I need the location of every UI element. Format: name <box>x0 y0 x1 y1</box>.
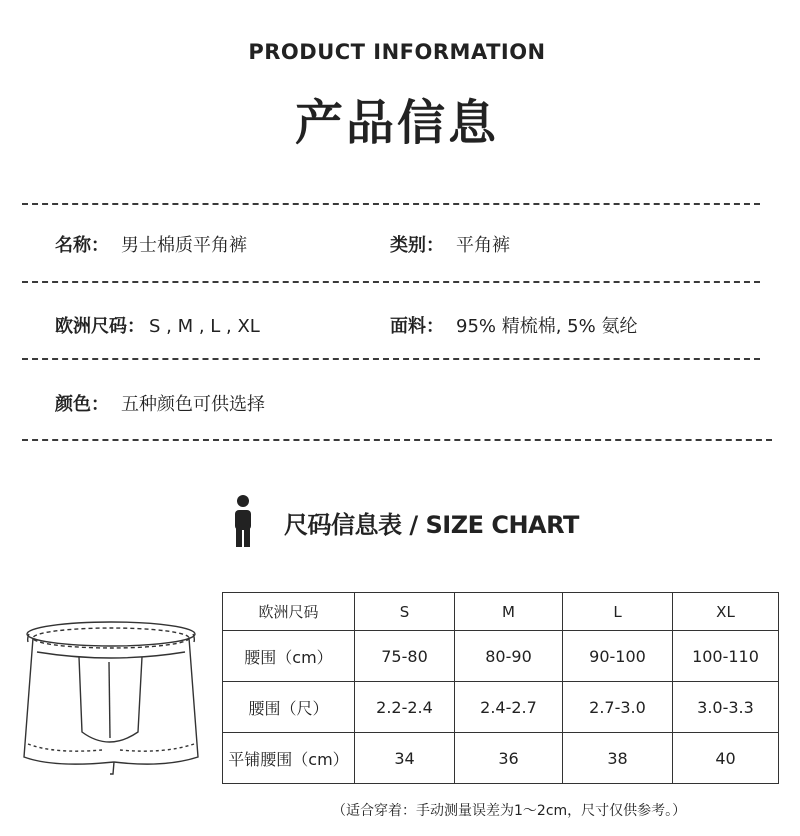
size-chart-table <box>222 592 779 784</box>
info-color <box>55 390 265 416</box>
table-header-row <box>223 593 779 631</box>
table-cell: 36 <box>455 733 563 784</box>
header-cell: L <box>563 593 673 631</box>
info-name <box>55 231 247 257</box>
divider <box>22 439 772 441</box>
size-chart-heading: 尺码信息表 / SIZE CHART <box>284 511 579 539</box>
header-cell: XL <box>673 593 779 631</box>
table-cell: 38 <box>563 733 673 784</box>
chinese-title: 产品信息 <box>294 95 499 151</box>
row-label: 平铺腰围（cm） <box>223 733 355 784</box>
header-cell: 欧洲尺码 <box>223 593 355 631</box>
name-label: 名称： <box>55 235 109 256</box>
table-cell: 2.2-2.4 <box>355 682 455 733</box>
table-cell: 2.4-2.7 <box>455 682 563 733</box>
divider <box>22 358 760 360</box>
color-label: 颜色： <box>55 394 109 415</box>
color-value: 五种颜色可供选择 <box>121 394 265 415</box>
divider <box>22 203 760 205</box>
info-size <box>55 312 260 338</box>
table-cell: 100-110 <box>673 631 779 682</box>
header-cell: M <box>455 593 563 631</box>
row-label: 腰围（尺） <box>223 682 355 733</box>
table-cell: 40 <box>673 733 779 784</box>
table-cell: 75-80 <box>355 631 455 682</box>
table-cell: 80-90 <box>455 631 563 682</box>
category-label: 类别： <box>390 235 444 256</box>
info-fabric <box>390 312 637 338</box>
table-cell: 3.0-3.3 <box>673 682 779 733</box>
fabric-label: 面料： <box>390 316 444 337</box>
info-category <box>390 231 510 257</box>
row-label: 腰围（cm） <box>223 631 355 682</box>
boxer-illustration <box>14 612 210 792</box>
english-title: PRODUCT INFORMATION <box>248 40 546 64</box>
size-label: 欧洲尺码： <box>55 316 145 337</box>
fabric-value: 95% 精梳棉, 5% 氨纶 <box>456 316 638 337</box>
measurement-note: （适合穿着：手动测量误差为1～2cm，尺寸仅供参考。） <box>332 803 687 819</box>
table-row <box>223 733 779 784</box>
divider <box>22 281 760 283</box>
table-cell: 90-100 <box>563 631 673 682</box>
table-row <box>223 682 779 733</box>
table-row <box>223 631 779 682</box>
person-icon <box>230 494 256 548</box>
header-cell: S <box>355 593 455 631</box>
category-value: 平角裤 <box>456 235 510 256</box>
table-cell: 34 <box>355 733 455 784</box>
name-value: 男士棉质平角裤 <box>121 235 247 256</box>
size-value: S , M , L , XL <box>149 316 260 337</box>
table-cell: 2.7-3.0 <box>563 682 673 733</box>
